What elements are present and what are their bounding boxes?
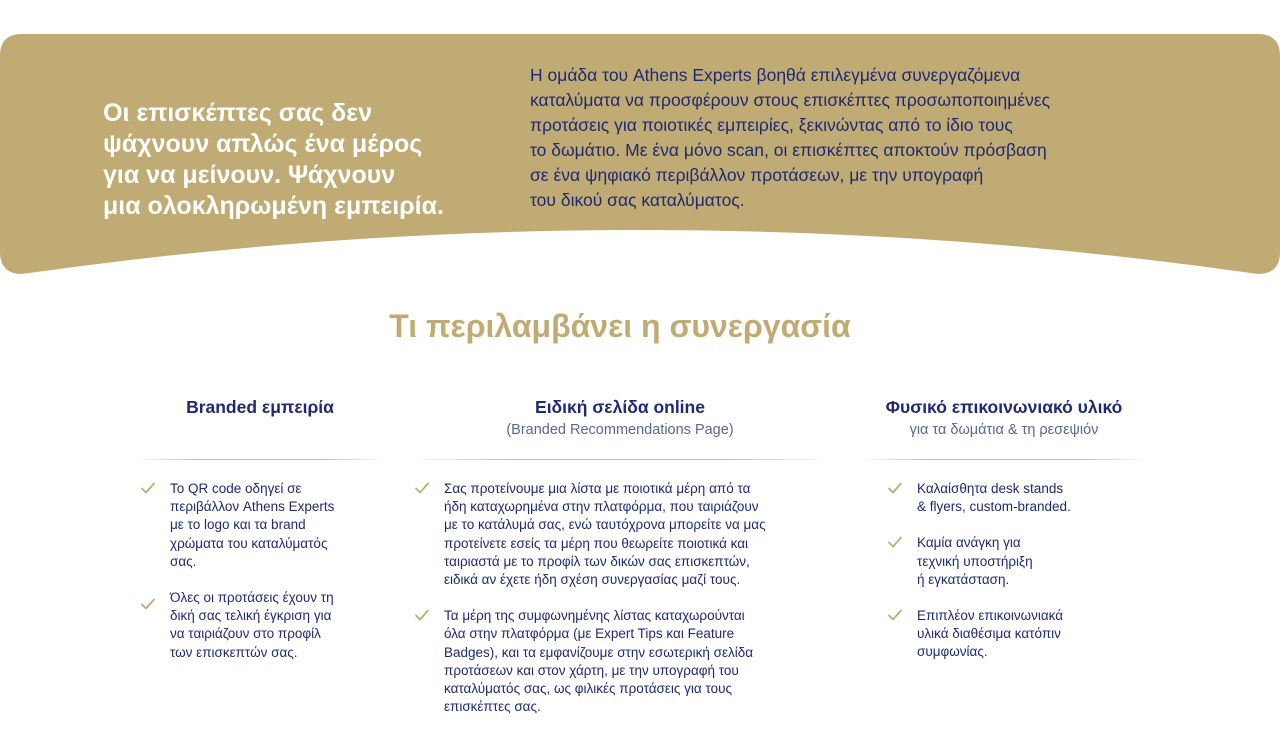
list-item-text: με το κατάλυμά σας, ενώ ταυτόχρονα μπορείτε να μας xyxy=(444,517,766,533)
list-item xyxy=(414,480,854,589)
list-item-text: υλικά διαθέσιμα κατόπιν xyxy=(917,626,1061,642)
hero-heading-line: για να μείνουν. Ψάχνουν xyxy=(103,161,396,189)
column-header xyxy=(440,396,800,438)
checkmark-icon xyxy=(887,481,903,495)
list-item-text: ήδη καταχωρημένα στην πλατφόρμα, που ταιριάζουν xyxy=(444,499,759,515)
column-title: Ειδική σελίδα online xyxy=(535,397,705,417)
hero-body-line: Η ομάδα του Athens Experts βοηθά επιλεγμένα συνεργαζόμενα xyxy=(530,65,1021,85)
column-divider xyxy=(862,459,1146,460)
feature-column-branded xyxy=(140,396,380,418)
list-item-text: προτείνετε εσείς τα μέρη που θεωρείτε ποιοτικά και xyxy=(444,535,749,551)
hero-body-line: σε ένα ψηφιακό περιβάλλον προτάσεων, με την υπογραφή xyxy=(530,165,984,185)
list-item-text: δική σας τελική έγκριση για xyxy=(170,608,332,624)
list-item-text: με το logo και τα brand xyxy=(170,517,306,533)
hero-body-line: το δωμάτιο. Με ένα μόνο scan, οι επισκέπτες αποκτούν πρόσβαση xyxy=(530,140,1047,160)
column-divider xyxy=(412,459,828,460)
list-item-text: Badges), και τα εμφανίζουμε στην εσωτερική σελίδα xyxy=(444,644,754,660)
list-item-text: προτάσεων και στον χάρτη, με την υπογραφή του xyxy=(444,662,739,678)
list-item-text: χρώματα του καταλύματός xyxy=(170,535,328,551)
hero-heading-line: μια ολοκληρωμένη εμπειρία. xyxy=(103,192,444,220)
list-item-text: καταλύματός σας, ως φιλικές προτάσεις για τους xyxy=(444,681,733,697)
list-item-text: Σας προτείνουμε μια λίστα με ποιοτικά μέρη από τα xyxy=(444,481,751,496)
list-item-text: να ταιριάζουν στο προφίλ xyxy=(170,626,321,642)
list-item-text: περιβάλλον Athens Experts xyxy=(170,499,335,515)
list-item xyxy=(414,607,854,716)
list-item-text: των επισκεπτών σας. xyxy=(170,644,298,660)
column-subtitle: για τα δωμάτια & τη ρεσεψιόν xyxy=(909,422,1099,438)
list-item-text: όλα στην πλατφόρμα (με Expert Tips και Feature xyxy=(444,626,735,642)
hero-body xyxy=(530,63,1210,213)
hero-heading xyxy=(103,98,513,222)
list-item xyxy=(140,589,390,662)
hero-heading-line: Οι επισκέπτες σας δεν xyxy=(103,99,373,127)
feature-list-online-page xyxy=(414,480,854,734)
section-title: Τι περιλαμβάνει η συνεργασία xyxy=(389,308,851,344)
column-title: Branded εμπειρία xyxy=(186,397,334,417)
list-item-text: ή εγκατάσταση. xyxy=(917,571,1010,587)
hero-body-line: προτάσεις για ποιοτικές εμπειρίες, ξεκινώντας από το ίδιο τους xyxy=(530,115,1013,135)
list-item xyxy=(887,480,1147,516)
list-item-text: Καλαίσθητα desk stands xyxy=(917,481,1064,496)
column-title: Φυσικό επικοινωνιακό υλικό xyxy=(885,397,1123,417)
feature-list-physical-material xyxy=(887,480,1147,680)
list-item-text: Επιπλέον επικοινωνιακά xyxy=(917,608,1064,624)
column-header xyxy=(858,396,1150,438)
column-divider xyxy=(138,459,382,460)
list-item-text: Όλες οι προτάσεις έχουν τη xyxy=(170,590,334,606)
list-item-text: σας. xyxy=(170,553,197,569)
list-item-text: & flyers, custom-branded. xyxy=(917,499,1071,515)
list-item xyxy=(887,534,1147,589)
list-item-text: Τα μέρη της συμφωνημένης λίστας καταχωρούνται xyxy=(444,608,745,624)
checkmark-icon xyxy=(414,481,430,495)
checkmark-icon xyxy=(887,535,903,549)
list-item-text: τεχνική υποστήριξη xyxy=(917,553,1033,569)
feature-column-physical-material xyxy=(858,396,1150,438)
hero-heading-line: ψάχνουν απλώς ένα μέρος xyxy=(103,130,423,158)
column-subtitle: (Branded Recommendations Page) xyxy=(506,422,734,438)
feature-list-branded xyxy=(140,480,390,680)
checkmark-icon xyxy=(140,481,156,495)
checkmark-icon xyxy=(414,608,430,622)
hero-body-line: του δικού σας καταλύματος. xyxy=(530,190,745,210)
list-item-text: ειδικά αν έχετε ήδη σχέση συνεργασίας μαζί τους. xyxy=(444,572,741,588)
list-item xyxy=(140,480,390,571)
hero-body-line: καταλύματα να προσφέρουν στους επισκέπτες προσωποποιημένες xyxy=(530,90,1051,110)
column-header xyxy=(140,396,380,418)
list-item-text: Καμία ανάγκη για xyxy=(917,535,1021,551)
list-item-text: συμφωνίας. xyxy=(917,644,988,660)
list-item-text: Το QR code οδηγεί σε xyxy=(170,481,302,496)
checkmark-icon xyxy=(887,608,903,622)
checkmark-icon xyxy=(140,597,156,611)
feature-column-online-page xyxy=(440,396,800,438)
list-item-text: επισκέπτες σας. xyxy=(444,699,541,715)
list-item-text: ταιριαστά με το προφίλ των δικών σας επισκεπτών, xyxy=(444,553,750,569)
list-item xyxy=(887,607,1147,662)
